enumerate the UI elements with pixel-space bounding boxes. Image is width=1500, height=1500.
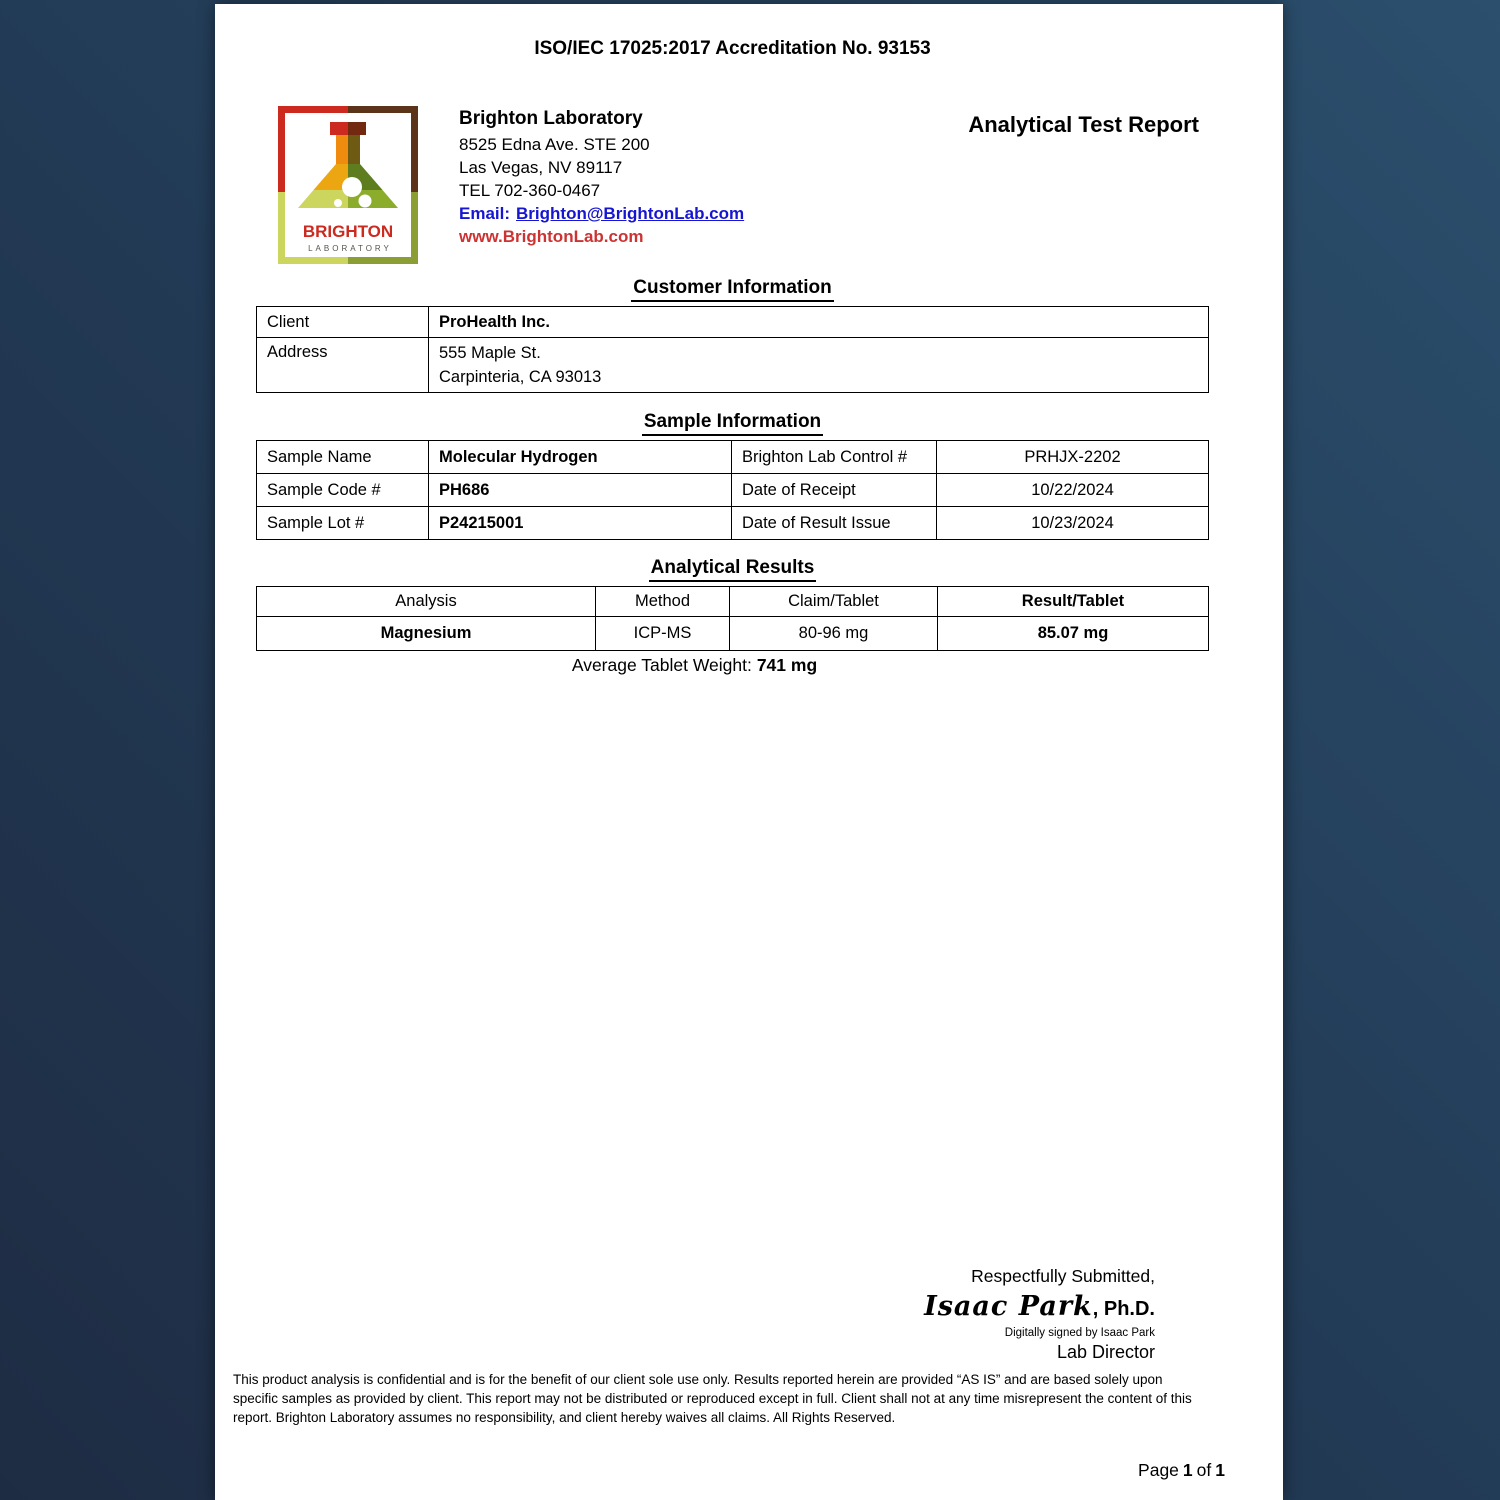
- date-issue-label: Date of Result Issue: [732, 507, 937, 540]
- analysis-value: Magnesium: [257, 617, 596, 651]
- lab-contact-info: [459, 106, 744, 248]
- sample-information-title: Sample Information: [642, 411, 823, 436]
- sample-information-table: [256, 440, 1209, 540]
- table-row: [257, 441, 1209, 474]
- customer-information-title: Customer Information: [631, 277, 833, 302]
- lab-control-label: Brighton Lab Control #: [732, 441, 937, 474]
- lab-name: Brighton Laboratory: [459, 108, 643, 129]
- logo-sub-text: LABORATORY: [308, 244, 392, 253]
- lab-address-line2: Las Vegas, NV 89117: [459, 158, 623, 177]
- client-value-cell: ProHealth Inc.: [429, 307, 1209, 338]
- report-page: [215, 4, 1283, 1500]
- result-value: 85.07 mg: [938, 617, 1209, 651]
- lab-address-line1: 8525 Edna Ave. STE 200: [459, 135, 650, 154]
- date-receipt-label: Date of Receipt: [732, 474, 937, 507]
- lab-control-value: PRHJX-2202: [937, 441, 1209, 474]
- report-title: Analytical Test Report: [968, 112, 1199, 137]
- website-link[interactable]: www.BrightonLab.com: [459, 227, 644, 246]
- table-row: [257, 617, 1209, 651]
- table-row: [257, 474, 1209, 507]
- table-row: [257, 338, 1209, 393]
- page-current: 1: [1182, 1460, 1193, 1480]
- avg-weight-label: Average Tablet Weight:: [571, 655, 752, 675]
- signature-block: [924, 1266, 1155, 1363]
- analytical-results-table: [256, 586, 1209, 651]
- brighton-laboratory-logo: [278, 106, 418, 264]
- signer-role: Lab Director: [1056, 1342, 1155, 1362]
- flask-logo-icon: [278, 106, 418, 264]
- sample-code-label: Sample Code #: [257, 474, 429, 507]
- sample-name-value: Molecular Hydrogen: [429, 441, 732, 474]
- result-header: Result/Tablet: [938, 587, 1209, 617]
- signature-salutation: Respectfully Submitted,: [971, 1266, 1155, 1286]
- date-receipt-value: 10/22/2024: [937, 474, 1209, 507]
- disclaimer-text: This product analysis is confidential and is for the benefit of our client sole use only. Results reported herein are provided “AS IS” and are based solely upon specific samples as provided by client. This report may not be distributed or reproduced except in full. Client shall not at any time misrepresent the content of this report. Brighton Laboratory assumes no responsibility, and client hereby waives all claims. All Rights Reserved.: [233, 1372, 1192, 1425]
- table-row: [257, 507, 1209, 540]
- page-total: 1: [1215, 1460, 1225, 1480]
- claim-value: 80-96 mg: [730, 617, 938, 651]
- method-header: Method: [596, 587, 730, 617]
- page-label: Page: [1138, 1460, 1179, 1480]
- lab-phone: TEL 702-360-0467: [459, 181, 601, 200]
- date-issue-value: 10/23/2024: [937, 507, 1209, 540]
- sample-lot-label: Sample Lot #: [257, 507, 429, 540]
- address-line-1: 555 Maple St.: [439, 344, 541, 362]
- table-header-row: [257, 587, 1209, 617]
- address-label-cell: Address: [257, 338, 429, 393]
- address-value-cell: [429, 338, 1209, 393]
- table-row: [257, 307, 1209, 338]
- logo-brand-text: BRIGHTON: [302, 222, 394, 241]
- sample-name-label: Sample Name: [257, 441, 429, 474]
- claim-header: Claim/Tablet: [730, 587, 938, 617]
- accreditation-header: ISO/IEC 17025:2017 Accreditation No. 93153: [534, 38, 931, 59]
- lab-email-line: [459, 202, 744, 225]
- client-label-cell: Client: [257, 307, 429, 338]
- average-tablet-weight: [256, 655, 1209, 676]
- avg-weight-value: 741 mg: [756, 655, 818, 675]
- sample-lot-value: P24215001: [429, 507, 732, 540]
- signature-credentials: , Ph.D.: [1092, 1298, 1155, 1320]
- page-of: of: [1196, 1460, 1212, 1480]
- analytical-results-title: Analytical Results: [649, 557, 817, 582]
- email-link[interactable]: Brighton@BrightonLab.com: [516, 204, 745, 223]
- method-value: ICP-MS: [596, 617, 730, 651]
- letterhead: [256, 106, 1209, 264]
- email-label: Email:: [459, 204, 511, 223]
- sample-code-value: PH686: [429, 474, 732, 507]
- digital-signature-note: Digitally signed by Isaac Park: [1004, 1327, 1155, 1339]
- customer-information-table: [256, 306, 1209, 393]
- page-number: [1138, 1460, 1225, 1481]
- address-line-2: Carpinteria, CA 93013: [439, 368, 602, 386]
- analysis-header: Analysis: [257, 587, 596, 617]
- signature-name: Isaac Park: [924, 1291, 1093, 1322]
